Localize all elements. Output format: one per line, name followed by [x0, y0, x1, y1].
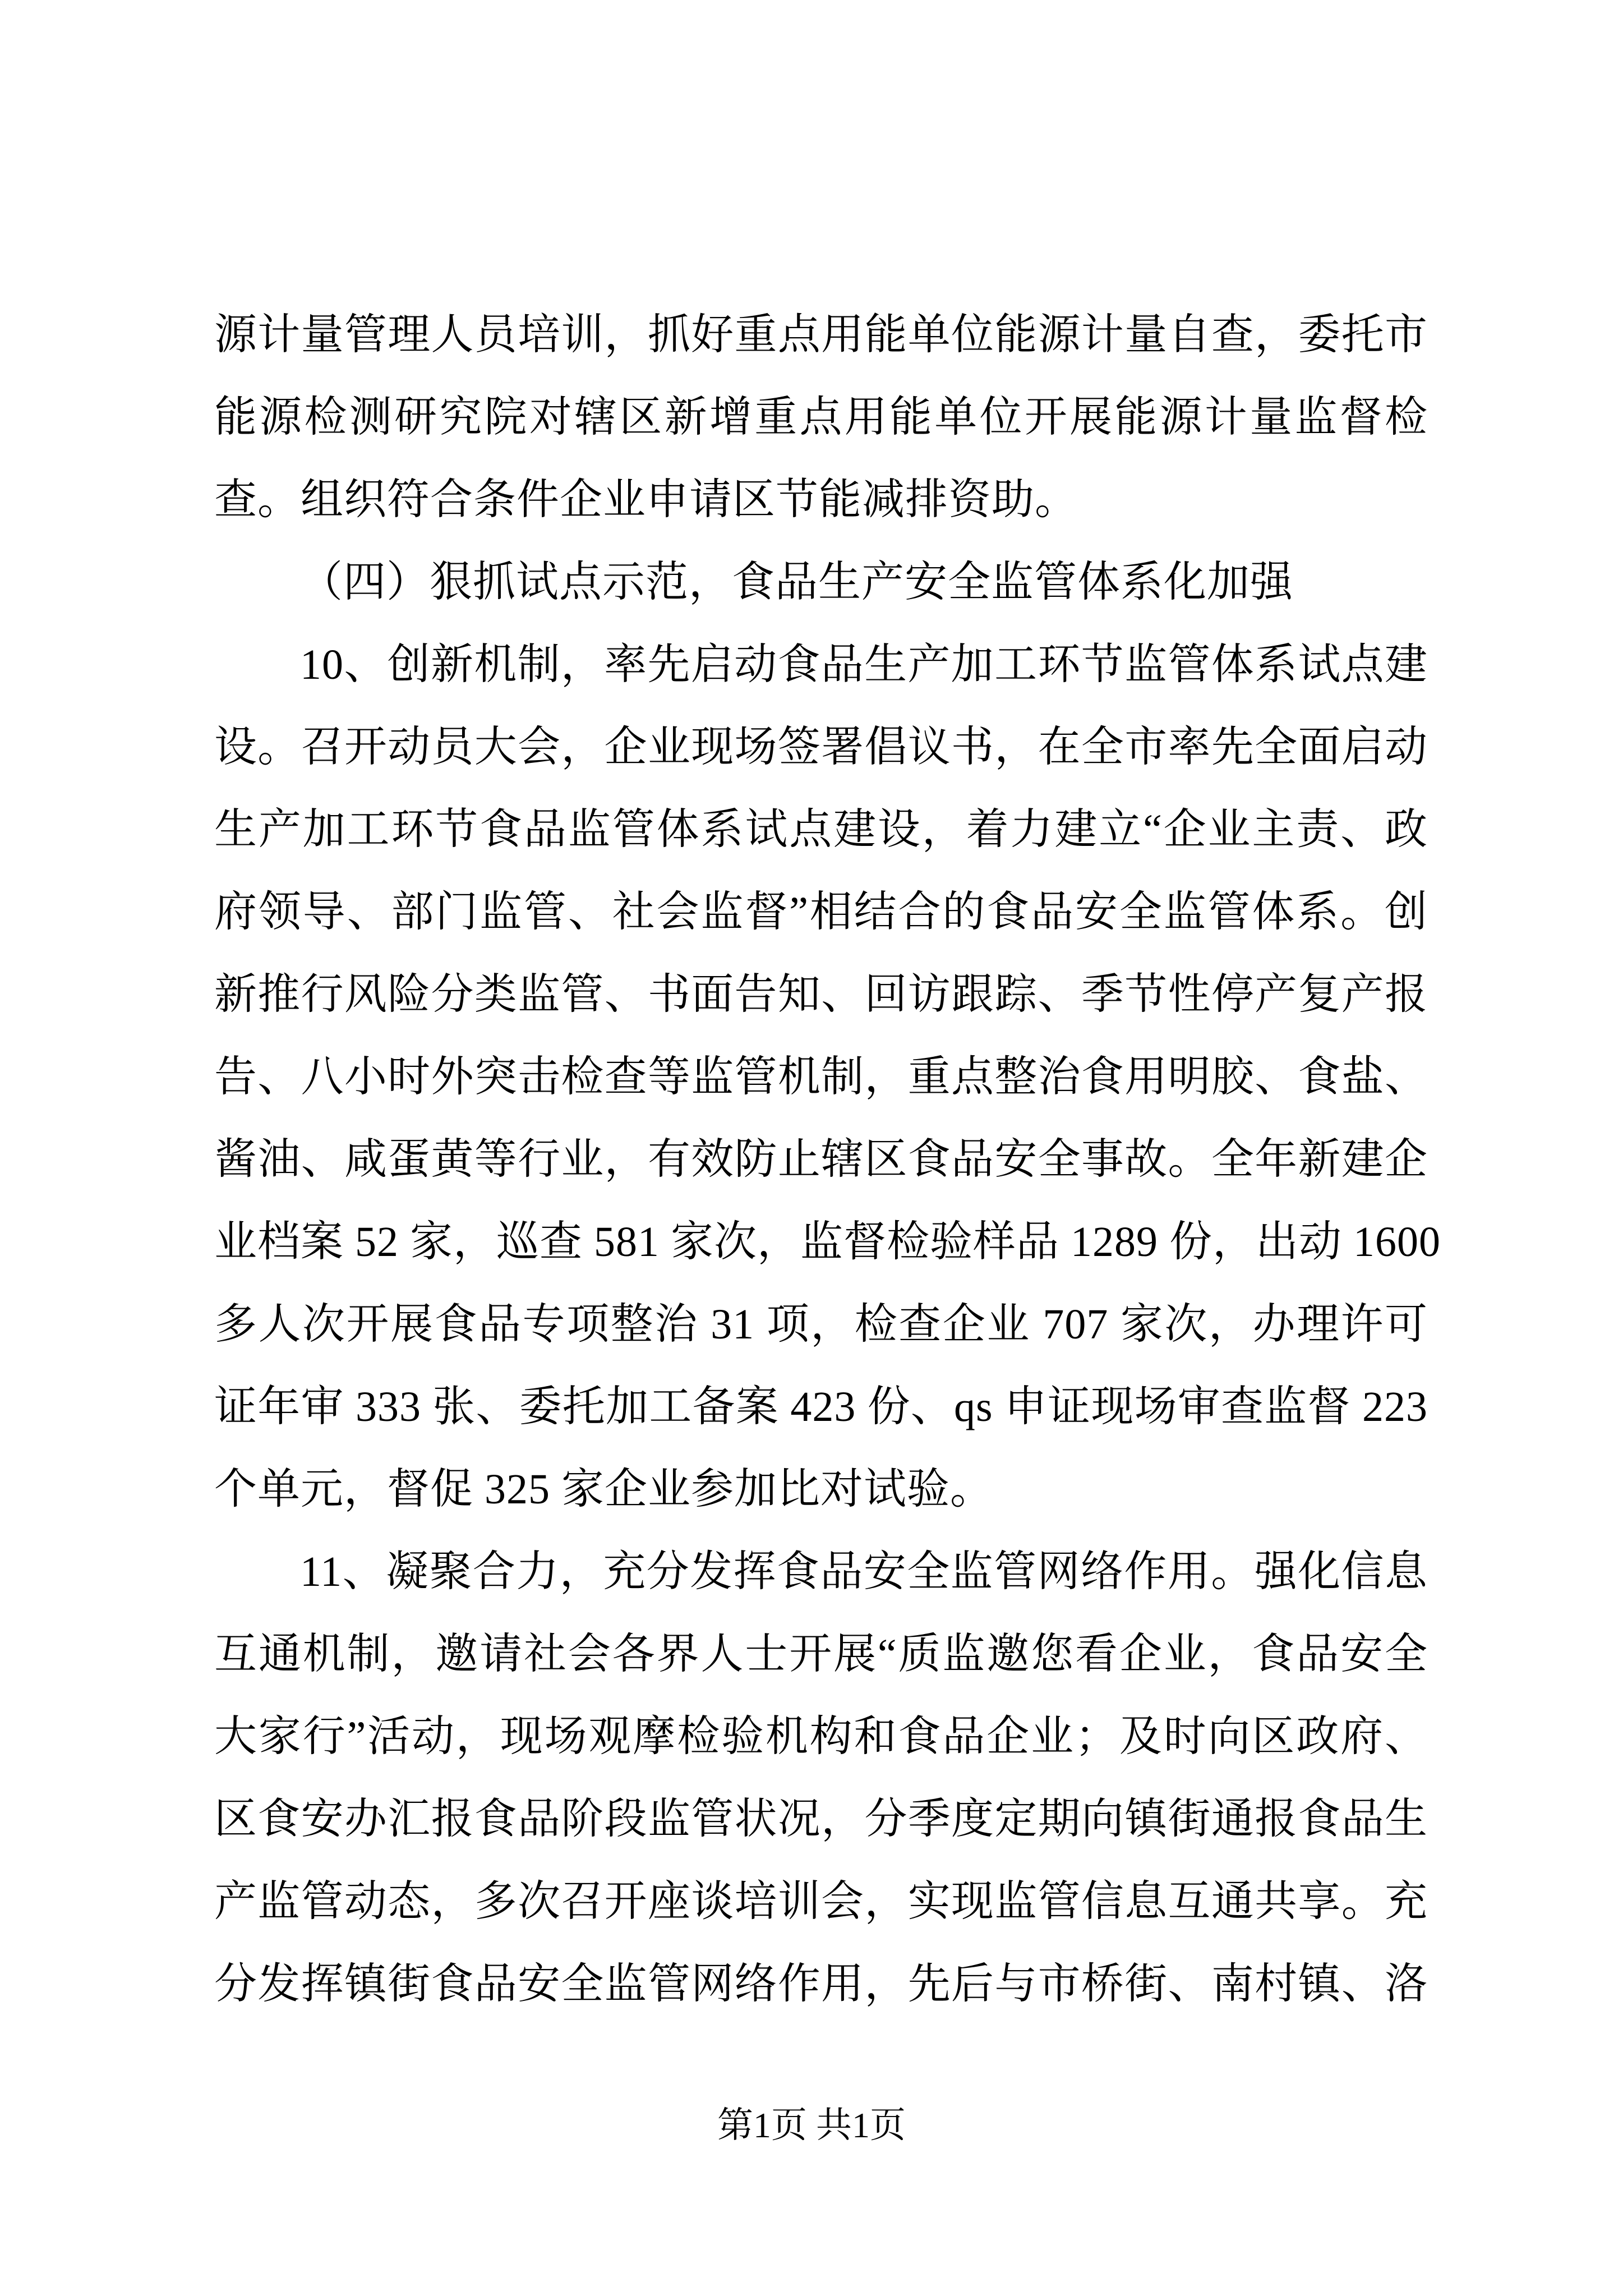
text-line: 互通机制，邀请社会各界人士开展“质监邀您看企业，食品安全	[214, 1631, 1428, 1678]
page-footer	[0, 2100, 1623, 2151]
text-line: 10、创新机制，率先启动食品生产加工环节监管体系试点建	[300, 641, 1428, 688]
text-line: 能源检测研究院对辖区新增重点用能单位开展能源计量监督检	[214, 394, 1428, 441]
text-line: 产监管动态，多次召开座谈培训会，实现监管信息互通共享。充	[214, 1878, 1428, 1925]
text-line: 区食安办汇报食品阶段监管状况，分季度定期向镇街通报食品生	[214, 1796, 1428, 1843]
text-line: （四）狠抓试点示范，食品生产安全监管体系化加强	[300, 559, 1293, 606]
text-line: 设。召开动员大会，企业现场签署倡议书，在全市率先全面启动	[214, 724, 1428, 771]
text-line: 酱油、咸蛋黄等行业，有效防止辖区食品安全事故。全年新建企	[214, 1136, 1428, 1183]
text-line: 大家行”活动，现场观摩检验机构和食品企业；及时向区政府、	[214, 1713, 1428, 1760]
text-line: 查。组织符合条件企业申请区节能减排资助。	[214, 476, 1078, 523]
page-number-label: 第1页 共1页	[717, 2105, 906, 2145]
text-line: 源计量管理人员培训，抓好重点用能单位能源计量自查，委托市	[214, 311, 1428, 358]
text-line: 府领导、部门监管、社会监督”相结合的食品安全监管体系。创	[214, 889, 1428, 936]
text-line: 告、八小时外突击检查等监管机制，重点整治食用明胶、食盐、	[214, 1053, 1428, 1101]
text-line: 分发挥镇街食品安全监管网络作用，先后与市桥街、南村镇、洛	[214, 1961, 1428, 2008]
text-line: 新推行风险分类监管、书面告知、回访跟踪、季节性停产复产报	[214, 971, 1428, 1018]
document-body-text	[214, 294, 1441, 2026]
text-line: 证年审 333 张、委托加工备案 423 份、qs 申证现场审查监督 223	[214, 1383, 1428, 1430]
text-line: 多人次开展食品专项整治 31 项，检查企业 707 家次，办理许可	[214, 1301, 1428, 1348]
text-line: 生产加工环节食品监管体系试点建设，着力建立“企业主责、政	[214, 806, 1428, 853]
text-line: 11、凝聚合力，充分发挥食品安全监管网络作用。强化信息	[300, 1548, 1428, 1595]
text-line: 个单元，督促 325 家企业参加比对试验。	[214, 1466, 993, 1513]
text-line: 业档案 52 家，巡查 581 家次，监督检验样品 1289 份，出动 1600	[214, 1218, 1441, 1266]
